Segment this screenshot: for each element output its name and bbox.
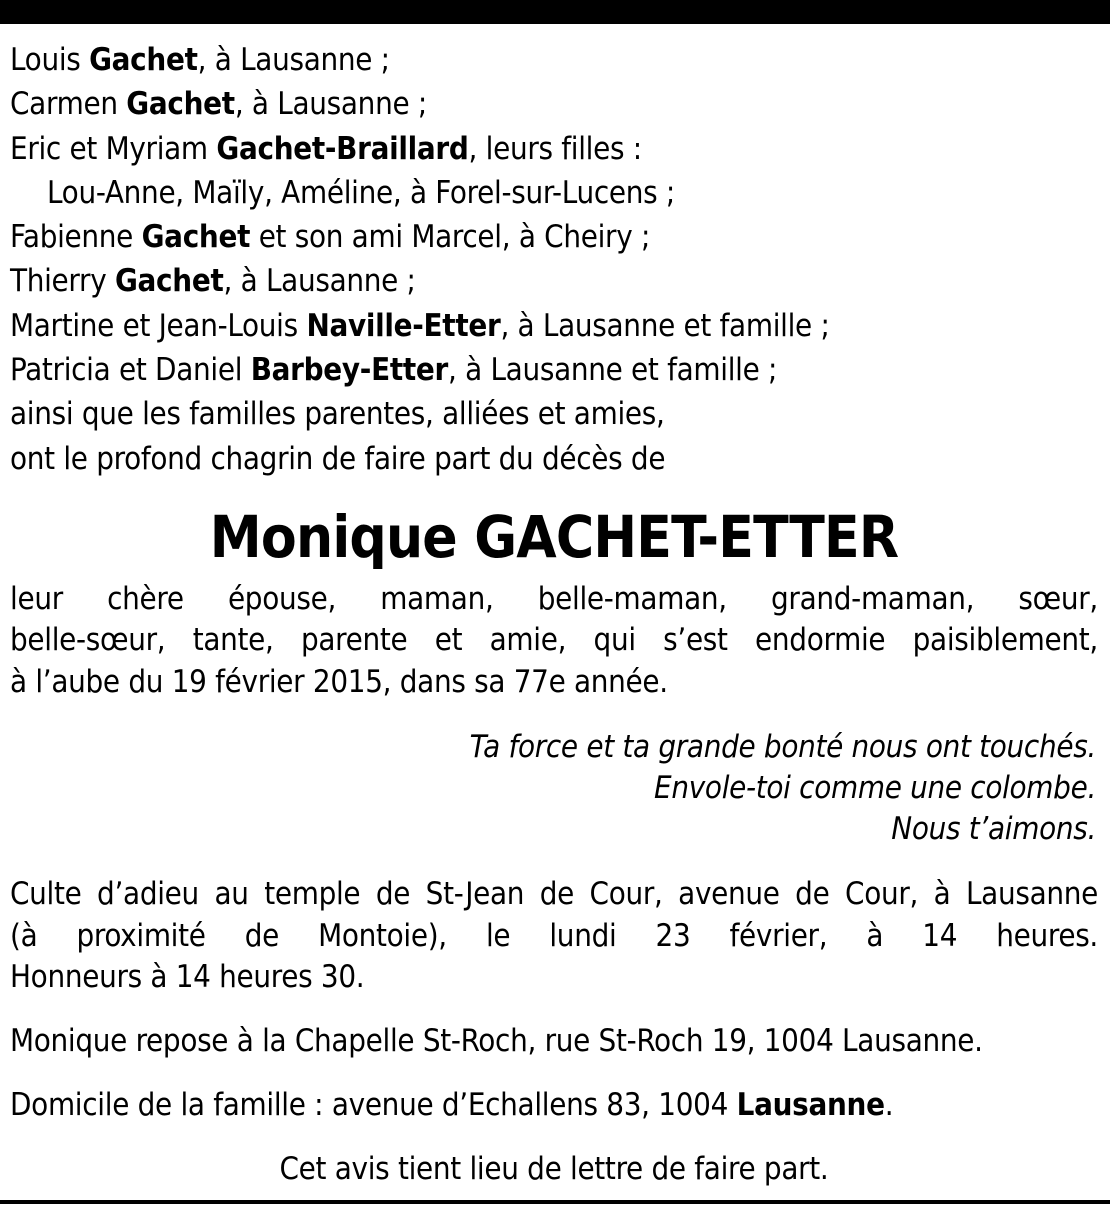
family-line: ainsi que les familles parentes, alliées et amies, <box>10 396 665 433</box>
poem-line: Nous t’aimons. <box>891 811 1096 848</box>
ceremony-line: Honneurs à 14 heures 30. <box>10 959 365 996</box>
description-line: à l’aube du 19 février 2015, dans sa 77e année. <box>10 663 668 700</box>
closing-line: Cet avis tient lieu de lettre de faire part. <box>279 1150 829 1187</box>
deceased-name: Monique GACHET-ETTER <box>209 502 899 571</box>
family-line: Eric et Myriam Gachet-Braillard, leurs filles : <box>10 130 642 167</box>
poem <box>10 727 1098 850</box>
description-paragraph <box>10 579 1098 704</box>
family-line: Louis Gachet, à Lausanne ; <box>10 42 390 78</box>
family-line: ont le profond chagrin de faire part du décès de <box>10 440 666 477</box>
repose-line: Monique repose à la Chapelle St-Roch, rue St-Roch 19, 1004 Lausanne. <box>10 1022 983 1059</box>
family-line: Fabienne Gachet et son ami Marcel, à Cheiry ; <box>10 219 651 256</box>
ceremony-line: (à proximité de Montoie), le lundi 23 février, à 14 heures. <box>10 917 1098 954</box>
death-notice <box>10 38 1098 1191</box>
ceremony-paragraph <box>10 874 1098 999</box>
family-line: Thierry Gachet, à Lausanne ; <box>10 263 416 300</box>
ceremony-line: Culte d’adieu au temple de St-Jean de Cour, avenue de Cour, à Lausanne <box>10 876 1098 913</box>
bottom-rule <box>0 1200 1110 1204</box>
family-line: Martine et Jean-Louis Naville-Etter, à Lausanne et famille ; <box>10 307 830 344</box>
family-line: Lou-Anne, Maïly, Améline, à Forel-sur-Lucens ; <box>47 174 676 211</box>
description-line: leur chère épouse, maman, belle-maman, grand-maman, sœur, <box>10 580 1098 617</box>
family-list <box>10 38 1098 481</box>
family-line: Patricia et Daniel Barbey-Etter, à Lausanne et famille ; <box>10 352 778 389</box>
domicile-line: Domicile de la famille : avenue d’Echallens 83, 1004 Lausanne. <box>10 1086 894 1123</box>
poem-line: Envole-toi comme une colombe. <box>654 770 1096 807</box>
poem-line: Ta force et ta grande bonté nous ont touchés. <box>469 729 1096 766</box>
top-rule <box>0 0 1110 24</box>
family-line: Carmen Gachet, à Lausanne ; <box>10 86 427 123</box>
description-line: belle-sœur, tante, parente et amie, qui s’est endormie paisiblement, <box>10 622 1098 659</box>
